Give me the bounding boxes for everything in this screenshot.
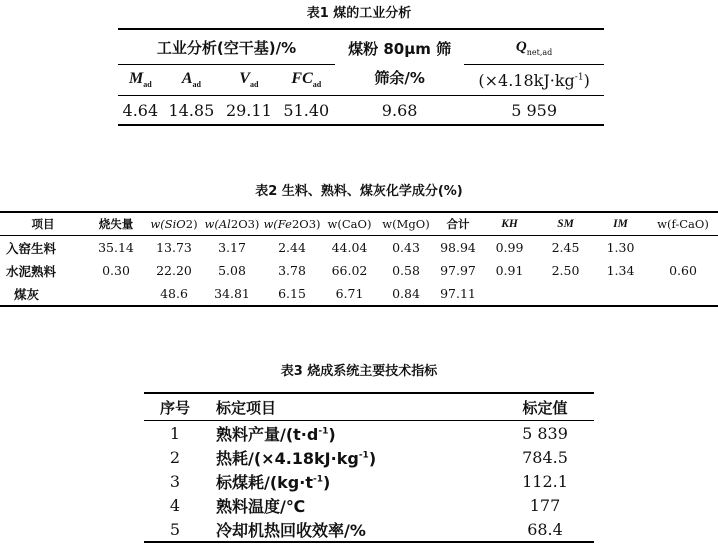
- table1-sieve-header: [335, 29, 464, 96]
- table3-no: 4: [169, 495, 181, 515]
- table2-header: 项目: [0, 212, 86, 236]
- table1-q-symbol: Q: [515, 39, 527, 55]
- table1-value: 14.85: [163, 96, 220, 126]
- table3-no: 3: [169, 471, 181, 491]
- table1-value: 4.64: [118, 96, 163, 126]
- table3-no: 2: [169, 447, 181, 467]
- table1-q-header: [464, 29, 604, 65]
- table3-value: 177: [529, 495, 561, 515]
- table2-cell: 97.11: [440, 286, 476, 301]
- table2-header: 合计: [435, 212, 481, 236]
- table3-item: 冷却机热回收效率/%: [216, 520, 366, 540]
- table2-header: w(f-CaO): [648, 212, 718, 236]
- table-row: [0, 259, 718, 282]
- table2-cell: 13.73: [156, 240, 192, 255]
- table2-cell: 2.50: [551, 263, 580, 278]
- table3-value: 68.4: [527, 519, 563, 539]
- table2-header-row: [0, 212, 718, 236]
- table1-sieve-header-line2: 筛余/%: [374, 68, 425, 87]
- table1-q-unit: $(\times 4.18kJ\cdot kg^{-1})$: [478, 70, 590, 90]
- table3-value: 784.5: [522, 447, 568, 467]
- table-row: [144, 493, 594, 517]
- table2-cell: [593, 282, 648, 306]
- table1-col-vad: $V_{ad}$: [220, 65, 277, 96]
- table2-row-label: 入窑生料: [6, 240, 57, 256]
- table-row: [144, 469, 594, 493]
- table1-value: 29.11: [220, 96, 277, 126]
- table3-caption: 表3 烧成系统主要技术指标: [280, 364, 438, 379]
- table1-coal-analysis: [118, 28, 604, 126]
- table2-cell: 0.43: [392, 240, 420, 255]
- table2-cell: 34.81: [214, 286, 250, 301]
- table1-sieve-header-line1: 煤粉 80μm 筛: [348, 39, 452, 58]
- table1-col-mad: $M_{ad}$: [118, 65, 163, 96]
- table2-cell: 0.99: [495, 240, 524, 255]
- table2-header: w(SiO2): [146, 212, 202, 236]
- table1-value: 5 959: [464, 96, 604, 126]
- table1-value-row: [118, 96, 604, 126]
- table3-header-no: 序号: [144, 393, 206, 421]
- table2-header: IM: [593, 212, 648, 236]
- table2-cell: [538, 282, 593, 306]
- table2-cell: 48.6: [160, 286, 188, 301]
- table2-chemical-composition: [0, 211, 718, 307]
- table2-cell: 0.84: [392, 286, 420, 301]
- table2-cell: 3.78: [278, 263, 306, 278]
- table1-group-header: 工业分析(空干基)/%: [118, 29, 335, 65]
- table2-cell: 0.58: [392, 263, 420, 278]
- table2-header: w(Al2O3): [202, 212, 262, 236]
- table2-cell: 6.15: [278, 286, 306, 301]
- table2-header: 烧失量: [86, 212, 146, 236]
- table2-cell: [648, 236, 718, 260]
- table2-caption: 表2 生料、熟料、煤灰化学成分(%): [255, 184, 463, 199]
- table3-value: 5 839: [522, 423, 568, 443]
- table1-col-aad: $A_{ad}$: [163, 65, 220, 96]
- table2-row-label: 煤灰: [14, 286, 40, 302]
- table2-header: SM: [538, 212, 593, 236]
- table2-cell: 44.04: [331, 240, 368, 255]
- table2-header: w(Fe2O3): [262, 212, 322, 236]
- table2-cell: 2.44: [278, 240, 306, 255]
- table3-technical-indicators: [144, 392, 594, 543]
- table2-cell: 0.91: [495, 263, 524, 278]
- table1-value: 51.40: [278, 96, 335, 126]
- table2-cell: [481, 282, 538, 306]
- table3-item: 熟料温度/℃: [216, 496, 306, 516]
- table-row: [0, 236, 718, 260]
- table2-cell: 3.17: [218, 240, 246, 255]
- table2-cell: 0.60: [669, 263, 697, 278]
- table3-value: 112.1: [522, 471, 568, 491]
- table2-cell: 66.02: [331, 263, 368, 278]
- table3-header-row: [144, 393, 594, 421]
- table1-q-subscript: net,ad: [526, 48, 553, 57]
- table2-cell: [648, 282, 718, 306]
- table2-cell: 35.14: [98, 240, 134, 255]
- table2-cell: 2.45: [551, 240, 580, 255]
- table2-header: KH: [481, 212, 538, 236]
- table1-col-fcad: $FC_{ad}$: [278, 65, 335, 96]
- table3-item: 热耗$/(\times 4.18kJ\cdot kg^{-1})$: [216, 448, 377, 468]
- table-row: [144, 421, 594, 446]
- table2-cell: 22.20: [156, 263, 192, 278]
- table2-header: w(MgO): [377, 212, 435, 236]
- table-row: [0, 282, 718, 306]
- table2-cell: 6.71: [335, 286, 364, 301]
- table3-item: 熟料产量$/(t\cdot d^{-1})$: [216, 424, 336, 444]
- table2-cell: [86, 282, 146, 306]
- table2-cell: 97.97: [440, 263, 476, 278]
- table3-no: 5: [169, 519, 181, 539]
- table3-header-item: 标定项目: [206, 393, 496, 421]
- table2-header: w(CaO): [322, 212, 377, 236]
- table3-no: 1: [169, 423, 181, 443]
- table3-item: 标煤耗$/(kg\cdot t^{-1})$: [216, 472, 331, 492]
- table2-cell: 1.34: [606, 263, 635, 278]
- table-row: [144, 445, 594, 469]
- table2-row-label: 水泥熟料: [6, 263, 57, 279]
- table1-caption: 表1 煤的工业分析: [306, 6, 412, 21]
- table-row: [144, 517, 594, 542]
- table2-cell: 0.30: [102, 263, 130, 278]
- table2-cell: 98.94: [440, 240, 476, 255]
- table2-cell: 1.30: [606, 240, 635, 255]
- table1-value: 9.68: [335, 96, 464, 126]
- table3-header-value: 标定值: [496, 393, 594, 421]
- table2-cell: 5.08: [218, 263, 246, 278]
